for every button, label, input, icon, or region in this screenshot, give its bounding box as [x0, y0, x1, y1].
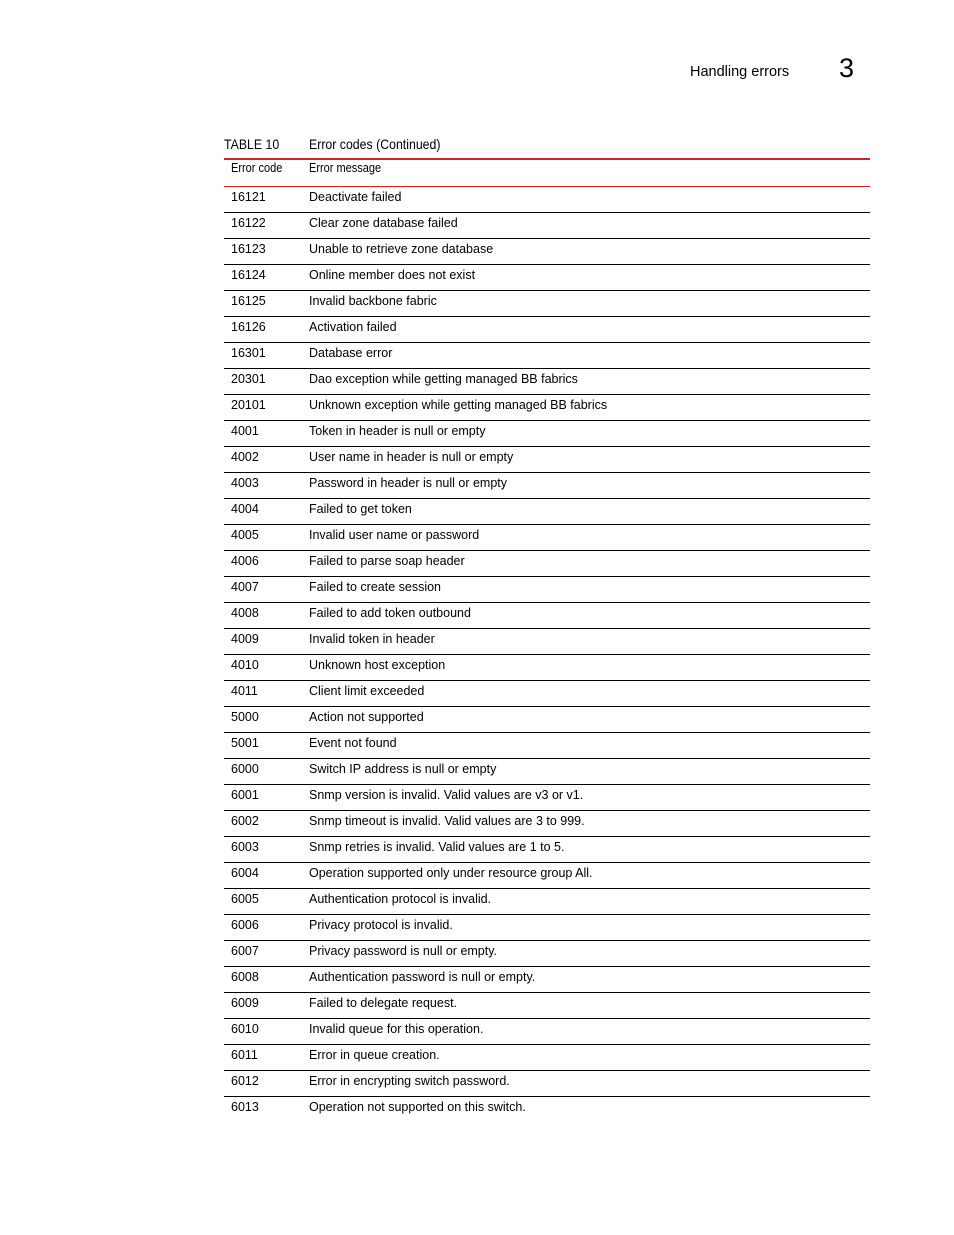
table-row: [224, 1019, 870, 1045]
error-code-cell: 6011: [231, 1048, 258, 1062]
table-row: [224, 733, 870, 759]
table-row: [224, 551, 870, 577]
table-row: [224, 1097, 870, 1122]
error-code-cell: 6001: [231, 788, 259, 802]
table-row: [224, 863, 870, 889]
error-message-cell: Authentication protocol is invalid.: [309, 892, 492, 906]
table-row: [224, 395, 870, 421]
error-message-cell: Token in header is null or empty: [309, 424, 486, 438]
table-row: [224, 1071, 870, 1097]
table-row: [224, 1045, 870, 1071]
table-row: [224, 759, 870, 785]
table-row: [224, 187, 870, 213]
error-message-cell: Password in header is null or empty: [309, 476, 508, 490]
error-code-cell: 4004: [231, 502, 259, 516]
table-row: [224, 447, 870, 473]
error-code-cell: 6005: [231, 892, 259, 906]
error-code-cell: 4005: [231, 528, 259, 542]
error-message-cell: Deactivate failed: [309, 190, 402, 204]
error-code-cell: 16122: [231, 216, 266, 230]
error-code-cell: 6002: [231, 814, 259, 828]
error-message-cell: Invalid backbone fabric: [309, 294, 437, 308]
error-message-cell: Operation supported only under resource group All.: [309, 866, 593, 880]
table-row: [224, 811, 870, 837]
table-row: [224, 499, 870, 525]
error-message-cell: Switch IP address is null or empty: [309, 762, 497, 776]
error-code-cell: 4010: [231, 658, 259, 672]
error-message-cell: Unknown exception while getting managed BB fabrics: [309, 398, 608, 412]
error-message-cell: Snmp version is invalid. Valid values are v3 or v1.: [309, 788, 584, 802]
table-row: [224, 369, 870, 395]
error-code-cell: 5001: [231, 736, 259, 750]
table-header-row: [224, 158, 870, 187]
error-code-cell: 4003: [231, 476, 259, 490]
error-code-cell: 16126: [231, 320, 266, 334]
table-body: [224, 187, 870, 1122]
error-message-cell: Dao exception while getting managed BB fabrics: [309, 372, 578, 386]
table-row: [224, 629, 870, 655]
error-code-cell: 6006: [231, 918, 259, 932]
table-row: [224, 681, 870, 707]
error-code-cell: 4008: [231, 606, 259, 620]
running-head-section: Handling errors: [690, 64, 790, 80]
error-message-cell: Invalid token in header: [309, 632, 435, 646]
table-row: [224, 577, 870, 603]
table-row: [224, 967, 870, 993]
error-message-cell: Failed to create session: [309, 580, 442, 594]
error-message-cell: Failed to parse soap header: [309, 554, 465, 568]
error-code-cell: 4009: [231, 632, 259, 646]
error-code-cell: 6004: [231, 866, 259, 880]
error-code-cell: 6010: [231, 1022, 259, 1036]
error-code-cell: 6012: [231, 1074, 259, 1088]
table-row: [224, 213, 870, 239]
table-row: [224, 525, 870, 551]
error-code-cell: 6013: [231, 1100, 259, 1114]
table-row: [224, 343, 870, 369]
error-message-cell: Operation not supported on this switch.: [309, 1100, 526, 1114]
error-code-cell: 16301: [231, 346, 266, 360]
table-row: [224, 421, 870, 447]
error-code-cell: 20101: [231, 398, 266, 412]
table-row: [224, 993, 870, 1019]
error-code-cell: 6009: [231, 996, 259, 1010]
error-code-cell: 4011: [231, 684, 258, 698]
error-message-cell: Snmp timeout is invalid. Valid values are 3 to 999.: [309, 814, 585, 828]
error-code-cell: 4007: [231, 580, 259, 594]
error-code-cell: 16121: [231, 190, 266, 204]
column-header-error-code: Error code: [231, 161, 283, 175]
error-code-cell: 20301: [231, 372, 266, 386]
table-row: [224, 707, 870, 733]
table-row: [224, 837, 870, 863]
error-message-cell: Invalid queue for this operation.: [309, 1022, 484, 1036]
error-message-cell: Failed to add token outbound: [309, 606, 471, 620]
error-message-cell: Failed to get token: [309, 502, 412, 516]
error-code-cell: 6008: [231, 970, 259, 984]
table-caption: [224, 134, 870, 160]
table-row: [224, 265, 870, 291]
error-message-cell: User name in header is null or empty: [309, 450, 514, 464]
table-row: [224, 785, 870, 811]
error-code-cell: 4006: [231, 554, 259, 568]
table-row: [224, 941, 870, 967]
error-message-cell: Privacy password is null or empty.: [309, 944, 498, 958]
table-row: [224, 239, 870, 265]
error-message-cell: Unknown host exception: [309, 658, 446, 672]
chapter-number: 3: [839, 53, 855, 83]
error-message-cell: Privacy protocol is invalid.: [309, 918, 453, 932]
error-code-cell: 16123: [231, 242, 266, 256]
error-message-cell: Activation failed: [309, 320, 397, 334]
error-message-cell: Online member does not exist: [309, 268, 476, 282]
table-row: [224, 291, 870, 317]
error-message-cell: Error in queue creation.: [309, 1048, 440, 1062]
error-code-cell: 16125: [231, 294, 266, 308]
error-message-cell: Event not found: [309, 736, 397, 750]
error-code-cell: 16124: [231, 268, 266, 282]
table-row: [224, 317, 870, 343]
error-message-cell: Error in encrypting switch password.: [309, 1074, 510, 1088]
table-row: [224, 915, 870, 941]
table-title: Error codes (Continued): [309, 136, 441, 152]
error-message-cell: Database error: [309, 346, 393, 360]
table-row: [224, 889, 870, 915]
error-message-cell: Action not supported: [309, 710, 424, 724]
table-row: [224, 655, 870, 681]
error-message-cell: Authentication password is null or empty.: [309, 970, 536, 984]
error-message-cell: Failed to delegate request.: [309, 996, 458, 1010]
error-code-cell: 4001: [231, 424, 259, 438]
table-row: [224, 473, 870, 499]
error-message-cell: Unable to retrieve zone database: [309, 242, 494, 256]
error-message-cell: Invalid user name or password: [309, 528, 480, 542]
error-code-cell: 6000: [231, 762, 259, 776]
table-row: [224, 603, 870, 629]
error-message-cell: Clear zone database failed: [309, 216, 458, 230]
error-code-cell: 4002: [231, 450, 259, 464]
error-message-cell: Client limit exceeded: [309, 684, 425, 698]
error-code-cell: 6003: [231, 840, 259, 854]
column-header-error-message: Error message: [309, 161, 382, 175]
error-message-cell: Snmp retries is invalid. Valid values are 1 to 5.: [309, 840, 565, 854]
error-code-cell: 6007: [231, 944, 259, 958]
table-label: TABLE 10: [224, 136, 280, 152]
error-code-cell: 5000: [231, 710, 259, 724]
